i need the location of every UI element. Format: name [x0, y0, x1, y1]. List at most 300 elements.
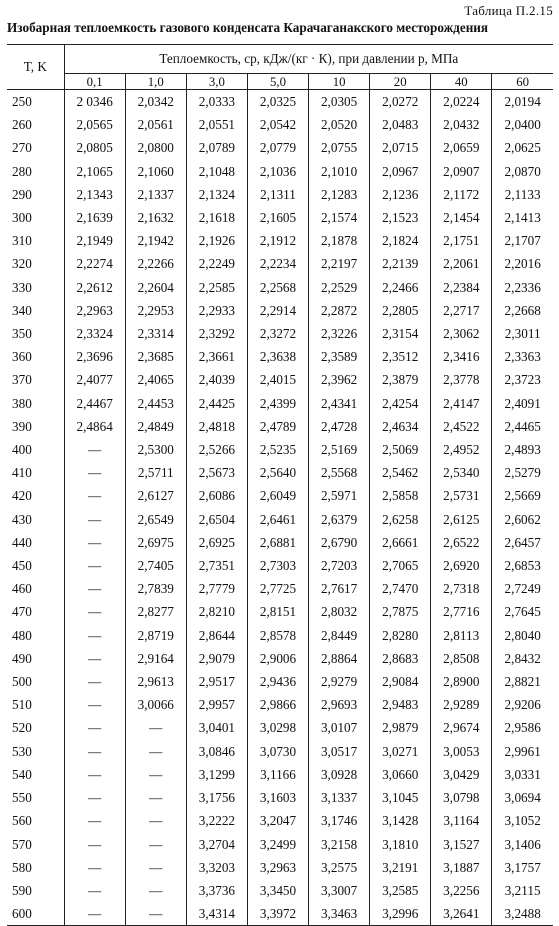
- value-cell: 2,7725: [247, 577, 308, 600]
- value-cell: 3,2115: [504, 882, 541, 898]
- value-cell: 2,4065: [125, 368, 186, 391]
- temperature-cell: 380: [7, 392, 64, 415]
- value-cell: 2,7839: [125, 577, 186, 600]
- value-cell: 2,1942: [125, 229, 186, 252]
- value-cell: 2,9206: [504, 697, 541, 713]
- value-cell: 2,9586: [504, 720, 541, 736]
- value-cell: —: [64, 624, 125, 647]
- value-cell: 2,7875: [370, 600, 431, 623]
- value-cell: 2,5669: [504, 488, 541, 504]
- value-cell: 2,2466: [370, 276, 431, 299]
- value-cell: 2,1926: [186, 229, 247, 252]
- value-cell: 2,1172: [431, 183, 492, 206]
- value-cell: 2,2914: [247, 299, 308, 322]
- table-row: [7, 276, 553, 299]
- value-cell: 2,2234: [247, 252, 308, 275]
- value-cell: 3,1166: [247, 763, 308, 786]
- value-cell: 2,9957: [186, 693, 247, 716]
- value-cell: 2,0400: [504, 117, 541, 133]
- value-cell: 2,6258: [370, 508, 431, 531]
- value-cell: 2,9693: [309, 693, 370, 716]
- value-cell: —: [64, 693, 125, 716]
- value-cell: 2,7249: [504, 581, 541, 597]
- value-cell: —: [64, 484, 125, 507]
- value-cell: 2,0870: [504, 163, 541, 179]
- value-cell: 2,6975: [125, 531, 186, 554]
- value-cell: 2,1523: [370, 206, 431, 229]
- table-row: [7, 183, 553, 206]
- value-cell: 2,7203: [309, 554, 370, 577]
- value-cell: 2,1324: [186, 183, 247, 206]
- pressure-header-cell: 5,0: [247, 74, 308, 90]
- value-cell: 2,5266: [186, 438, 247, 461]
- temperature-cell: 470: [7, 600, 64, 623]
- table-row: [7, 136, 553, 159]
- temperature-cell: 520: [7, 716, 64, 739]
- value-cell: 2,9483: [370, 693, 431, 716]
- value-cell: 2,3272: [247, 322, 308, 345]
- value-cell: 3,1045: [370, 786, 431, 809]
- table-row: [7, 299, 553, 322]
- value-cell: 3,1603: [247, 786, 308, 809]
- value-cell: 2,7617: [309, 577, 370, 600]
- value-cell: —: [64, 740, 125, 763]
- value-cell: 2,2872: [309, 299, 370, 322]
- value-cell: 3,0928: [309, 763, 370, 786]
- value-cell: 2,1632: [125, 206, 186, 229]
- value-cell: 2,8113: [431, 624, 492, 647]
- table-row: [7, 856, 553, 879]
- value-cell: 2,4254: [370, 392, 431, 415]
- value-cell: 3,1887: [431, 856, 492, 879]
- value-cell: 2,2568: [247, 276, 308, 299]
- value-cell: 3,2704: [186, 833, 247, 856]
- value-cell: 2,8277: [125, 600, 186, 623]
- value-cell: 2,8719: [125, 624, 186, 647]
- table-row: [7, 484, 553, 507]
- value-cell: 2,9084: [370, 670, 431, 693]
- value-cell: 2,0907: [431, 160, 492, 183]
- value-cell: 3,0053: [431, 740, 492, 763]
- value-cell: 3,3203: [186, 856, 247, 879]
- value-cell: 2,3324: [64, 322, 125, 345]
- value-cell: 3,1164: [431, 809, 492, 832]
- value-cell: 2,6049: [247, 484, 308, 507]
- value-cell: 2,1065: [64, 160, 125, 183]
- value-cell: 2,7470: [370, 577, 431, 600]
- value-cell: 2,6925: [186, 531, 247, 554]
- table-row: [7, 693, 553, 716]
- value-cell: 3,0660: [370, 763, 431, 786]
- value-cell: —: [125, 902, 186, 926]
- value-cell: 2,3879: [370, 368, 431, 391]
- value-cell: 2,8040: [504, 627, 541, 643]
- table-number: Таблица П.2.15: [464, 3, 553, 18]
- value-cell: 2,5711: [125, 461, 186, 484]
- value-cell: —: [64, 508, 125, 531]
- value-cell: 2,1605: [247, 206, 308, 229]
- value-cell: 2,8280: [370, 624, 431, 647]
- value-cell: —: [64, 879, 125, 902]
- value-cell: 2,9279: [309, 670, 370, 693]
- value-cell: 2,4015: [247, 368, 308, 391]
- value-cell: 2,0561: [125, 113, 186, 136]
- value-cell: 2,8864: [309, 647, 370, 670]
- value-cell: 2,3416: [431, 345, 492, 368]
- value-cell: 2,2604: [125, 276, 186, 299]
- temperature-cell: 290: [7, 183, 64, 206]
- value-cell: 2,1574: [309, 206, 370, 229]
- value-cell: 2,5235: [247, 438, 308, 461]
- pressure-header-cell: 10: [309, 74, 370, 90]
- value-cell: 2,7645: [504, 604, 541, 620]
- value-cell: 2,2061: [431, 252, 492, 275]
- value-cell: —: [125, 879, 186, 902]
- value-cell: 2,2529: [309, 276, 370, 299]
- table-body: [7, 90, 553, 926]
- value-cell: 2,8432: [504, 650, 541, 666]
- value-cell: 2,9613: [125, 670, 186, 693]
- value-cell: 2,3062: [431, 322, 492, 345]
- value-cell: 2,1618: [186, 206, 247, 229]
- table-row: [7, 763, 553, 786]
- value-cell: 2,2953: [125, 299, 186, 322]
- value-cell: 3,1337: [309, 786, 370, 809]
- value-cell: 2,1337: [125, 183, 186, 206]
- value-cell: 2,6457: [504, 534, 541, 550]
- value-cell: 2,4341: [309, 392, 370, 415]
- value-cell: —: [125, 809, 186, 832]
- value-cell: 2,5279: [504, 465, 541, 481]
- value-cell: 2,8151: [247, 600, 308, 623]
- temperature-cell: 260: [7, 113, 64, 136]
- value-cell: 2,6125: [431, 508, 492, 531]
- value-cell: —: [125, 833, 186, 856]
- value-cell: 2,6504: [186, 508, 247, 531]
- temperature-cell: 320: [7, 252, 64, 275]
- value-cell: 2,4634: [370, 415, 431, 438]
- value-cell: 2,6461: [247, 508, 308, 531]
- value-cell: 2,5673: [186, 461, 247, 484]
- table-row: [7, 809, 553, 832]
- pressure-header-cell: 40: [431, 74, 492, 90]
- temperature-cell: 420: [7, 484, 64, 507]
- value-cell: 3,3736: [186, 879, 247, 902]
- value-cell: 2,1048: [186, 160, 247, 183]
- value-cell: 2,4399: [247, 392, 308, 415]
- temperature-cell: 580: [7, 856, 64, 879]
- table-row: [7, 438, 553, 461]
- table-row: [7, 461, 553, 484]
- temperature-cell: 450: [7, 554, 64, 577]
- value-cell: 2,9436: [247, 670, 308, 693]
- value-cell: 2,4465: [504, 418, 541, 434]
- value-cell: 3,0331: [504, 766, 541, 782]
- value-cell: 2,1707: [504, 233, 541, 249]
- value-cell: 3,2191: [370, 856, 431, 879]
- value-cell: 2,6853: [504, 558, 541, 574]
- value-cell: 2,0520: [309, 113, 370, 136]
- value-cell: —: [64, 554, 125, 577]
- value-cell: 2,6790: [309, 531, 370, 554]
- value-cell: —: [64, 461, 125, 484]
- value-cell: 2,2805: [370, 299, 431, 322]
- temperature-cell: 430: [7, 508, 64, 531]
- temperature-cell: 440: [7, 531, 64, 554]
- value-cell: 2,6920: [431, 554, 492, 577]
- table-row: [7, 368, 553, 391]
- value-cell: 2,3962: [309, 368, 370, 391]
- value-cell: 3,1527: [431, 833, 492, 856]
- temperature-cell: 460: [7, 577, 64, 600]
- value-cell: 2,1236: [370, 183, 431, 206]
- value-cell: 2,5340: [431, 461, 492, 484]
- value-cell: 2,1824: [370, 229, 431, 252]
- value-cell: 2,0194: [504, 94, 541, 109]
- value-cell: 2,9961: [504, 743, 541, 759]
- value-cell: 2,3696: [64, 345, 125, 368]
- value-cell: 2,3778: [431, 368, 492, 391]
- table-row: [7, 90, 553, 114]
- table-row: [7, 670, 553, 693]
- value-cell: 2,5069: [370, 438, 431, 461]
- value-cell: 3,2963: [247, 856, 308, 879]
- value-cell: —: [64, 577, 125, 600]
- value-cell: 2,1878: [309, 229, 370, 252]
- value-cell: 3,1746: [309, 809, 370, 832]
- temperature-cell: 500: [7, 670, 64, 693]
- temperature-cell: 300: [7, 206, 64, 229]
- value-cell: 2,4789: [247, 415, 308, 438]
- value-cell: 3,2047: [247, 809, 308, 832]
- value-cell: 2,1751: [431, 229, 492, 252]
- value-cell: 2,6379: [309, 508, 370, 531]
- value-cell: 2,8578: [247, 624, 308, 647]
- table-title: Изобарная теплоемкость газового конденсата Карачаганакского месторождения: [7, 20, 489, 35]
- value-cell: 2,8900: [431, 670, 492, 693]
- value-cell: 3,4314: [186, 902, 247, 926]
- value-cell: 2,7318: [431, 577, 492, 600]
- value-cell: 2,3723: [504, 372, 541, 388]
- pressure-header-cell: 20: [370, 74, 431, 90]
- temperature-column-header: T, K: [7, 45, 64, 90]
- value-cell: 2,2336: [504, 279, 541, 295]
- temperature-cell: 540: [7, 763, 64, 786]
- pressure-header-row: [7, 74, 553, 90]
- value-cell: 2,0800: [125, 136, 186, 159]
- value-cell: 2,7779: [186, 577, 247, 600]
- temperature-cell: 340: [7, 299, 64, 322]
- value-cell: 2,1036: [247, 160, 308, 183]
- table-row: [7, 577, 553, 600]
- value-cell: 2,7716: [431, 600, 492, 623]
- table-row: [7, 160, 553, 183]
- value-cell: 2,6661: [370, 531, 431, 554]
- value-cell: 2,1454: [431, 206, 492, 229]
- table-row: [7, 229, 553, 252]
- value-cell: 2,5858: [370, 484, 431, 507]
- value-cell: 2,2197: [309, 252, 370, 275]
- table-row: [7, 113, 553, 136]
- temperature-cell: 330: [7, 276, 64, 299]
- temperature-cell: 270: [7, 136, 64, 159]
- value-cell: 2,9289: [431, 693, 492, 716]
- value-cell: 3,1052: [504, 813, 541, 829]
- value-cell: 2,4818: [186, 415, 247, 438]
- value-cell: 2,9079: [186, 647, 247, 670]
- value-cell: 2,1413: [504, 210, 541, 226]
- value-cell: —: [64, 647, 125, 670]
- value-cell: 3,0694: [504, 790, 541, 806]
- value-cell: 2,2016: [504, 256, 541, 272]
- value-cell: 3,2575: [309, 856, 370, 879]
- value-cell: 2,2668: [504, 302, 541, 318]
- value-cell: 2,0342: [125, 90, 186, 114]
- value-cell: 3,3972: [247, 902, 308, 926]
- value-cell: 2,1283: [309, 183, 370, 206]
- value-cell: 2,1343: [64, 183, 125, 206]
- value-cell: 3,0517: [309, 740, 370, 763]
- table-row: [7, 508, 553, 531]
- temperature-cell: 550: [7, 786, 64, 809]
- value-cell: 2,4147: [431, 392, 492, 415]
- value-cell: 2,1949: [64, 229, 125, 252]
- value-cell: 2,6086: [186, 484, 247, 507]
- value-cell: —: [64, 531, 125, 554]
- value-cell: 2,0333: [186, 90, 247, 114]
- pressure-header-cell: 0,1: [64, 74, 125, 90]
- temperature-cell: 600: [7, 902, 64, 926]
- value-cell: 3,0798: [431, 786, 492, 809]
- table-row: [7, 392, 553, 415]
- value-cell: —: [64, 716, 125, 739]
- value-cell: 3,2488: [492, 902, 553, 926]
- heat-capacity-table: [7, 44, 553, 926]
- value-cell: 2,8449: [309, 624, 370, 647]
- value-cell: 2,4849: [125, 415, 186, 438]
- value-cell: 2,0551: [186, 113, 247, 136]
- value-cell: 2,2717: [431, 299, 492, 322]
- value-cell: 3,2585: [370, 879, 431, 902]
- pressure-header-cell: 60: [492, 74, 553, 90]
- temperature-cell: 590: [7, 879, 64, 902]
- value-cell: 2 0346: [64, 90, 125, 114]
- value-cell: —: [64, 786, 125, 809]
- pressure-header-cell: 3,0: [186, 74, 247, 90]
- temperature-cell: 410: [7, 461, 64, 484]
- value-cell: 2,3638: [247, 345, 308, 368]
- value-cell: 3,3463: [309, 902, 370, 926]
- value-cell: 2,2585: [186, 276, 247, 299]
- value-cell: 3,2256: [431, 879, 492, 902]
- value-cell: 2,3363: [504, 349, 541, 365]
- value-cell: —: [125, 763, 186, 786]
- value-cell: 3,3007: [309, 879, 370, 902]
- value-cell: 3,2499: [247, 833, 308, 856]
- value-cell: 3,0271: [370, 740, 431, 763]
- value-cell: 2,9517: [186, 670, 247, 693]
- value-cell: 3,1757: [504, 859, 541, 875]
- value-cell: 2,2933: [186, 299, 247, 322]
- value-cell: —: [125, 856, 186, 879]
- value-cell: 3,2996: [370, 902, 431, 926]
- value-cell: 2,3685: [125, 345, 186, 368]
- value-cell: 2,3011: [504, 326, 541, 342]
- temperature-cell: 310: [7, 229, 64, 252]
- value-cell: 3,1810: [370, 833, 431, 856]
- value-cell: 2,9164: [125, 647, 186, 670]
- pressure-header-cell: 1,0: [125, 74, 186, 90]
- value-cell: 2,0715: [370, 136, 431, 159]
- value-cell: 2,0325: [247, 90, 308, 114]
- value-cell: 2,7351: [186, 554, 247, 577]
- value-cell: 2,2139: [370, 252, 431, 275]
- table-row: [7, 902, 553, 926]
- value-cell: —: [64, 670, 125, 693]
- value-cell: 2,8644: [186, 624, 247, 647]
- value-cell: 2,5462: [370, 461, 431, 484]
- table-row: [7, 252, 553, 275]
- value-cell: 2,3314: [125, 322, 186, 345]
- value-cell: 3,0429: [431, 763, 492, 786]
- value-cell: 2,8683: [370, 647, 431, 670]
- value-cell: 2,3226: [309, 322, 370, 345]
- value-cell: 2,0779: [247, 136, 308, 159]
- value-cell: —: [64, 856, 125, 879]
- value-cell: —: [64, 833, 125, 856]
- value-cell: 2,9674: [431, 716, 492, 739]
- value-cell: 2,2963: [64, 299, 125, 322]
- value-cell: 2,0967: [370, 160, 431, 183]
- value-cell: —: [125, 716, 186, 739]
- value-cell: 2,6522: [431, 531, 492, 554]
- value-cell: 2,0542: [247, 113, 308, 136]
- value-cell: 3,1299: [186, 763, 247, 786]
- temperature-cell: 560: [7, 809, 64, 832]
- value-cell: 2,3512: [370, 345, 431, 368]
- value-cell: 2,3661: [186, 345, 247, 368]
- value-cell: 2,6549: [125, 508, 186, 531]
- temperature-cell: 400: [7, 438, 64, 461]
- value-cell: 3,0066: [125, 693, 186, 716]
- value-cell: 2,0565: [64, 113, 125, 136]
- value-cell: 2,3154: [370, 322, 431, 345]
- value-cell: 2,4425: [186, 392, 247, 415]
- table-row: [7, 833, 553, 856]
- value-cell: 3,1406: [504, 836, 541, 852]
- table-row: [7, 624, 553, 647]
- value-cell: 2,9866: [247, 693, 308, 716]
- value-cell: 2,4091: [504, 395, 541, 411]
- table-row: [7, 415, 553, 438]
- table-row: [7, 647, 553, 670]
- heat-capacity-header: Теплоемкость, cp, кДж/(кг · К), при давлении p, МПа: [64, 45, 553, 74]
- value-cell: —: [64, 809, 125, 832]
- value-cell: 2,6127: [125, 484, 186, 507]
- value-cell: 2,7303: [247, 554, 308, 577]
- value-cell: 2,0789: [186, 136, 247, 159]
- value-cell: 2,0625: [504, 140, 541, 156]
- temperature-cell: 570: [7, 833, 64, 856]
- value-cell: 3,0107: [309, 716, 370, 739]
- temperature-cell: 510: [7, 693, 64, 716]
- value-cell: 2,2274: [64, 252, 125, 275]
- value-cell: 2,5169: [309, 438, 370, 461]
- value-cell: 2,9006: [247, 647, 308, 670]
- value-cell: 2,0432: [431, 113, 492, 136]
- table-row: [7, 345, 553, 368]
- value-cell: 2,5300: [125, 438, 186, 461]
